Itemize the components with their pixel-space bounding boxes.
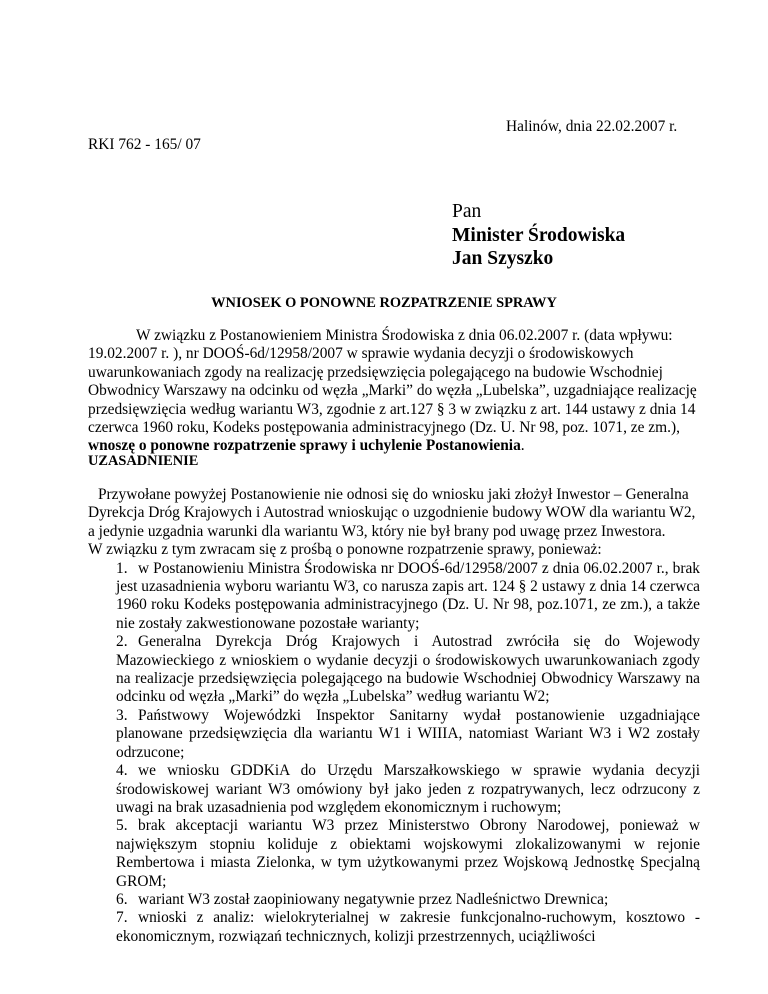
request-end: . <box>520 437 525 455</box>
list-item-text: w Postanowieniu Ministra Środowiska nr DOOŚ-6d/12958/2007 z dnia 06.02.2007 r., brak jest uzasadnienia wyboru wariantu W3, co narusza zapis art. 124 § 2 ustawy z dnia 14 czerwca 1960 roku Kodeks postępowania administracyjnego (Dz. U. Nr 98, poz.1071, ze zm.), a także nie zostały zakwestionowane pozostałe warianty; <box>116 559 700 632</box>
list-item <box>116 633 700 707</box>
reasons-list <box>88 560 700 947</box>
list-item-text: wnioski z analiz: wielokryterialnej w zakresie funkcjonalno-ruchowym, kosztowo - ekonomicznym, rozwiązań technicznych, kolizji przestrzennych, uciążliwości <box>116 909 700 945</box>
justification-section <box>88 486 700 946</box>
list-item-text: Generalna Dyrekcja Dróg Krajowych i Autostrad zwróciła się do Wojewody Mazowieckiego z wnioskiem o wydanie decyzji o środowiskowych uwarunkowaniach zgody na realizacje przedsięwzięcia polegającego na budowie Wschodniej Obwodnicy Warszawy na odcinku od węzła „Marki” do węzła „Lubelska” według wariantu W2; <box>116 633 700 706</box>
addressee-block <box>452 200 625 271</box>
intro-text: W związku z Postanowieniem Ministra Środowiska z dnia 06.02.2007 r. (data wpływu: 19.02.2007 r. ), nr DOOŚ-6d/12958/2007 w sprawie wydania decyzji o środowiskowych uwarunkowaniach zgody na realizację przedsięwzięcia polegającego na budowie Wschodniej Obwodnicy Warszawy na odcinku od węzła „Marki” do węzła „Lubelska”, uzgadniające realizację przedsięwzięcia według wariantu W3, zgodnie z art.127 § 3 w związku z art. 144 ustawy z dnia 14 czerwca 1960 roku, Kodeks postępowania administracyjnego (Dz. U. Nr 98, poz. 1071, ze zm.), <box>88 327 697 437</box>
list-item-number: 6. <box>116 890 128 908</box>
list-item-text: we wniosku GDDKiA do Urzędu Marszałkowskiego w sprawie wydania decyzji środowiskowej wariant W3 omówiony był jako jeden z rozpatrywanych, lecz odrzucony z uwagi na brak uzasadnienia pod względem ekonomicznym i ruchowym; <box>116 762 700 816</box>
document-title: WNIOSEK O PONOWNE ROZPATRZENIE SPRAWY <box>211 295 557 311</box>
list-item <box>116 762 700 817</box>
addressee-position: Minister Środowiska <box>452 224 626 246</box>
reference-number: RKI 762 - 165/ 07 <box>88 136 201 153</box>
list-item-number: 7. <box>116 909 128 927</box>
list-item-number: 1. <box>116 559 128 577</box>
addressee-salutation: Pan <box>452 201 482 222</box>
addressee-name: Jan Szyszko <box>452 248 554 270</box>
list-item-number: 2. <box>116 633 128 651</box>
list-item <box>116 817 700 891</box>
list-item <box>116 909 700 946</box>
list-item-number: 5. <box>116 817 128 835</box>
list-item-text: Państwowy Wojewódzki Inspektor Sanitarny wydał postanowienie uzgadniające planowane przedsięwzięcia dla wariantu W1 i WIIIA, natomiast Wariant W3 i W2 zostały odrzucone; <box>116 706 700 761</box>
justification-paragraph: Przywołane powyżej Postanowienie nie odnosi się do wniosku jaki złożył Inwestor – Generalna Dyrekcja Dróg Krajowych i Autostrad wnioskując o uzgodnienie budowy WOW dla wariantu W2, a jedynie uzgadnia warunki dla wariantu W3, który nie był brany pod uwagę przez Inwestora. <box>88 486 696 540</box>
list-item <box>116 707 700 762</box>
list-item-number: 3. <box>116 706 128 724</box>
list-item <box>116 560 700 634</box>
list-item-text: brak akceptacji wariantu W3 przez Ministerstwo Obrony Narodowej, ponieważ w największym stopniu koliduje z obiektami wojskowymi zlokalizowanymi w rejonie Rembertowa i miasta Zielonka, w tym użytkowanymi przez Wojskową Jednostkę Specjalną GROM; <box>116 817 700 890</box>
intro-section <box>88 327 700 456</box>
request-bold-text: wnoszę o ponowne rozpatrzenie sprawy i uchylenie Postanowienia <box>88 437 521 455</box>
justification-lead: W związku z tym zwracam się z prośbą o ponowne rozpatrzenie sprawy, ponieważ: <box>88 541 602 559</box>
justification-heading: UZASADNIENIE <box>88 453 199 469</box>
list-item-text: wariant W3 został zaopiniowany negatywnie przez Nadleśnictwo Drewnica; <box>138 890 609 908</box>
intro-paragraph <box>88 327 700 437</box>
date-line: Halinów, dnia 22.02.2007 r. <box>506 118 678 135</box>
list-item-number: 4. <box>116 762 128 780</box>
list-item <box>116 891 700 909</box>
